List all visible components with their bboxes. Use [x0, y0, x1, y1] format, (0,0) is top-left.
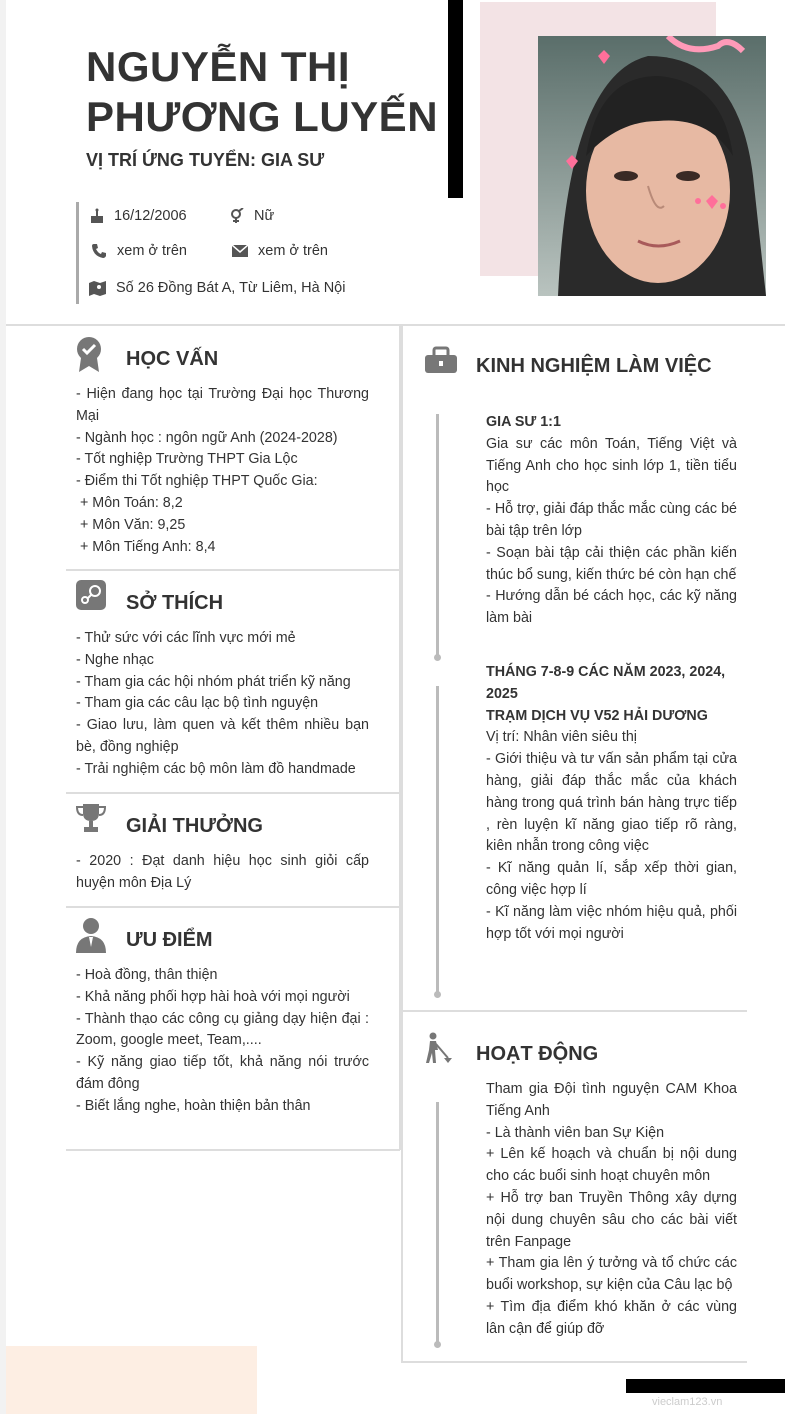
birthday-row — [90, 208, 187, 224]
activities-content — [486, 1079, 737, 1341]
email-row — [232, 243, 328, 259]
gender-value: Nữ — [254, 208, 275, 224]
list-item: - Ngành học : ngôn ngữ Anh (2024-2028) — [76, 429, 338, 446]
list-item: - Giao lưu, làm quen và kết thêm nhiều bạn bè, đồng nghiệp — [76, 717, 369, 755]
education-divider — [66, 569, 400, 571]
awards-divider — [66, 906, 400, 908]
job2-period: THÁNG 7-8-9 CÁC NĂM 2023, 2024, 2025 — [486, 664, 726, 702]
list-item: Tham gia Đội tình nguyện CAM Khoa Tiếng Anh — [486, 1081, 737, 1119]
activities-title: HOẠT ĐỘNG — [476, 1043, 599, 1065]
map-icon — [89, 280, 106, 296]
phone-icon — [91, 243, 107, 259]
briefcase-icon — [425, 345, 457, 375]
award-badge-icon — [76, 336, 102, 372]
list-item: + Môn Toán: 8,2 — [76, 494, 183, 511]
list-item: - Là thành viên ban Sự Kiện — [486, 1124, 665, 1141]
list-item: - Thành thạo các công cụ giảng dạy hiện đại : Zoom, google meet, Team,.... — [76, 1010, 369, 1049]
list-item: + Tham gia lên ý tưởng và tổ chức các buổi workshop, sự kiện của Câu lạc bộ — [486, 1255, 737, 1294]
list-item: - Tham gia các câu lạc bộ tình nguyện — [76, 695, 319, 712]
email-icon — [232, 245, 248, 257]
trophy-icon — [76, 803, 106, 833]
volunteer-icon — [424, 1032, 452, 1064]
list-item: - Hoà đồng, thân thiện — [76, 967, 218, 983]
list-item: Vị trí: Nhân viên siêu thị — [486, 729, 637, 746]
decorative-peach-block — [6, 1346, 257, 1414]
job2-content — [486, 662, 737, 945]
phone-row — [91, 243, 187, 259]
column-divider-right — [401, 326, 403, 1362]
list-item: + Môn Văn: 9,25 — [76, 516, 186, 533]
cake-icon — [90, 208, 104, 224]
gamepad-icon — [76, 580, 106, 610]
awards-content — [76, 851, 369, 895]
profile-photo — [538, 36, 766, 296]
list-item: + Tìm địa điểm khó khăn ở các vùng lân cận để giúp đỡ — [486, 1298, 737, 1337]
list-item: - Kĩ năng làm việc nhóm hiệu quả, phối hợp tốt với mọi người — [486, 903, 737, 942]
list-item: - Hướng dẫn bé cách học, các kỹ năng làm bài — [486, 588, 737, 627]
list-item: + Hỗ trợ ban Truyền Thông xây dựng nội dung chuyên sâu cho các bài viết trên Fanpage — [486, 1189, 737, 1250]
list-item: Gia sư các môn Toán, Tiếng Việt và Tiếng Anh cho học sinh lớp 1, tiền tiểu học — [486, 435, 737, 496]
timeline-line-activities — [436, 1102, 439, 1345]
timeline-line-job2 — [436, 686, 439, 995]
list-item: + Lên kế hoạch và chuẩn bị nội dung cho các buổi sinh hoạt chuyên môn — [486, 1146, 737, 1185]
birthday-value: 16/12/2006 — [114, 208, 187, 224]
hobbies-divider — [66, 792, 400, 794]
list-item: - Biết lắng nghe, hoàn thiện bản thân — [76, 1097, 311, 1114]
position-title: VỊ TRÍ ỨNG TUYỂN: GIA SƯ — [86, 150, 325, 170]
list-item: - Khả năng phối hợp hài hoà với mọi người — [76, 988, 350, 1005]
strengths-divider — [66, 1149, 400, 1151]
experience-divider — [401, 1010, 747, 1012]
address-row — [89, 280, 345, 296]
list-item: + Môn Tiếng Anh: 8,4 — [76, 538, 216, 555]
strengths-title: ƯU ĐIỂM — [126, 929, 213, 951]
list-item: - Điểm thi Tốt nghiệp THPT Quốc Gia: — [76, 473, 318, 490]
address-value: Số 26 Đồng Bát A, Từ Liêm, Hà Nội — [116, 280, 346, 296]
list-item: - Tham gia các hội nhóm phát triển kỹ năng — [76, 673, 351, 690]
list-item: - Giới thiệu và tư vấn sản phẩm tại cửa hàng, giải đáp thắc mắc của khách hàng trong quá trình bán hàng trực tiếp , rèn luyện kĩ năng giao tiếp rõ ràng, kiên nhẫn trong công việc — [486, 751, 737, 855]
education-content — [76, 384, 369, 558]
awards-title: GIẢI THƯỞNG — [126, 815, 263, 837]
timeline-line-job1 — [436, 414, 439, 658]
list-item: - Hỗ trợ, giải đáp thắc mắc cùng các bé bài tập trên lớp — [486, 501, 737, 539]
decorative-black-bar — [448, 0, 463, 198]
list-item: - Kỹ năng giao tiếp tốt, khả năng nói trước đám đông — [76, 1054, 369, 1092]
activities-divider — [401, 1361, 747, 1363]
education-title: HỌC VẤN — [126, 348, 219, 370]
list-item: - Hiện đang học tại Trường Đại học Thương Mại — [76, 386, 369, 424]
email-value: xem ở trên — [258, 243, 328, 259]
list-item: - Nghe nhạc — [76, 651, 154, 668]
watermark: vieclam123.vn — [652, 1396, 723, 1408]
hobbies-content — [76, 628, 369, 781]
list-item: - Tốt nghiệp Trường THPT Gia Lộc — [76, 451, 298, 468]
list-item: - Kĩ năng quản lí, sắp xếp thời gian, công việc hợp lí — [486, 860, 737, 898]
candidate-name: NGUYỄN THỊ PHƯƠNG LUYẾN — [86, 43, 439, 140]
list-item: - Soạn bài tập cải thiện các phần kiến thúc bổ sung, kiến thức bé còn hạn chế — [486, 544, 737, 583]
list-item: - 2020 : Đạt danh hiệu học sinh giỏi cấp huyện môn Địa Lý — [76, 853, 369, 891]
gender-row — [230, 208, 274, 224]
decorative-footer-bar — [626, 1379, 785, 1393]
list-item: - Trải nghiệm các bộ môn làm đồ handmade — [76, 760, 356, 777]
job1-title: GIA SƯ 1:1 — [486, 414, 561, 430]
gender-icon — [230, 208, 244, 224]
strengths-content — [76, 965, 369, 1118]
job2-company: TRẠM DỊCH VỤ V52 HẢI DƯƠNG — [486, 707, 708, 724]
experience-title: KINH NGHIỆM LÀM VIỆC — [476, 355, 712, 377]
hobbies-title: SỞ THÍCH — [126, 592, 224, 614]
header-divider — [6, 324, 785, 326]
list-item: - Thử sức với các lĩnh vực mới mẻ — [76, 630, 296, 646]
user-icon — [76, 917, 106, 953]
phone-value: xem ở trên — [117, 243, 187, 259]
job1-content — [486, 412, 737, 630]
